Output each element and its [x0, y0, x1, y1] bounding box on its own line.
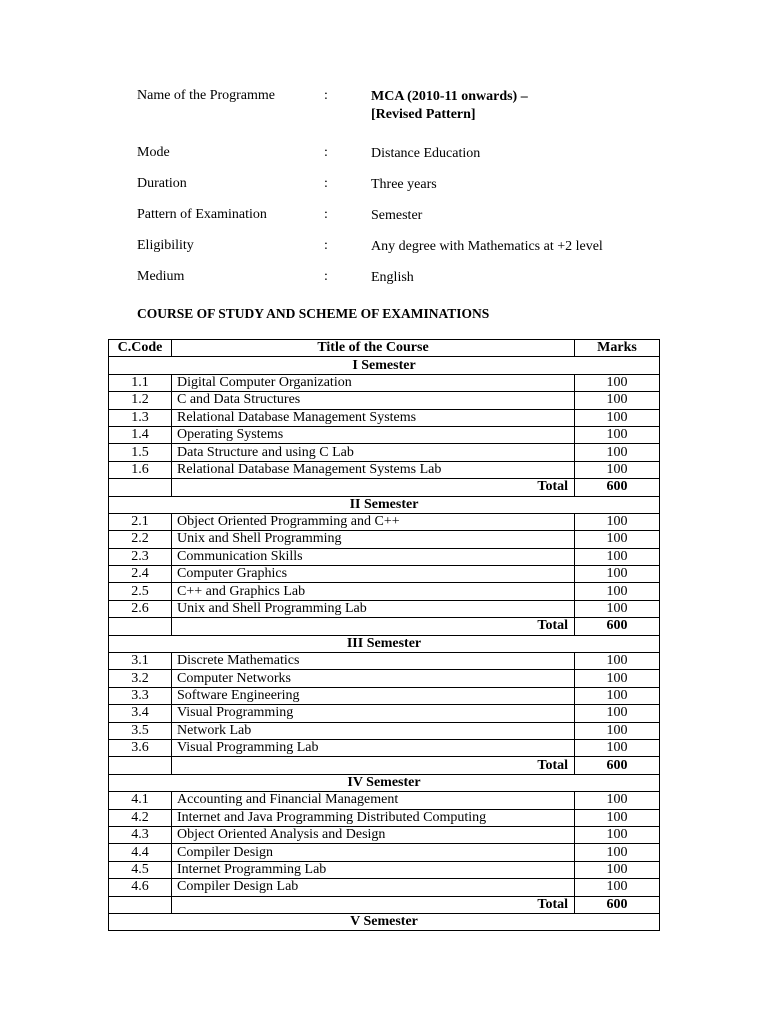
course-code: 4.1 [109, 792, 172, 809]
course-code: 4.2 [109, 809, 172, 826]
course-code: 4.3 [109, 826, 172, 843]
course-marks: 100 [575, 879, 660, 896]
course-title: Internet and Java Programming Distributed Computing [172, 809, 575, 826]
semester-row [109, 913, 660, 930]
total-empty-cell [109, 479, 172, 496]
course-marks: 100 [575, 653, 660, 670]
course-marks: 100 [575, 461, 660, 478]
course-marks: 100 [575, 513, 660, 530]
course-marks: 100 [575, 548, 660, 565]
table-row [109, 409, 660, 426]
course-title: Accounting and Financial Management [172, 792, 575, 809]
course-marks: 100 [575, 426, 660, 443]
course-code: 2.5 [109, 583, 172, 600]
table-row [109, 426, 660, 443]
course-title: Internet Programming Lab [172, 861, 575, 878]
info-label: Mode [137, 145, 170, 160]
course-code: 1.6 [109, 461, 172, 478]
course-title: Visual Programming Lab [172, 739, 575, 756]
table-row [109, 705, 660, 722]
header-code: C.Code [109, 340, 172, 357]
info-colon: : [324, 145, 328, 160]
table-row [109, 531, 660, 548]
course-title: Compiler Design [172, 844, 575, 861]
course-title: Unix and Shell Programming Lab [172, 600, 575, 617]
course-title: Unix and Shell Programming [172, 531, 575, 548]
course-title: C++ and Graphics Lab [172, 583, 575, 600]
course-marks: 100 [575, 861, 660, 878]
table-row [109, 722, 660, 739]
scheme-table [108, 339, 660, 931]
course-marks: 100 [575, 844, 660, 861]
course-code: 2.2 [109, 531, 172, 548]
course-title: C and Data Structures [172, 392, 575, 409]
course-code: 1.5 [109, 444, 172, 461]
course-marks: 100 [575, 705, 660, 722]
course-marks: 100 [575, 739, 660, 756]
semester-heading: V Semester [109, 913, 660, 930]
course-code: 3.1 [109, 653, 172, 670]
info-colon: : [324, 269, 328, 284]
header-title: Title of the Course [172, 340, 575, 357]
course-code: 1.4 [109, 426, 172, 443]
course-marks: 100 [575, 722, 660, 739]
course-title: Relational Database Management Systems [172, 409, 575, 426]
semester-heading: II Semester [109, 496, 660, 513]
course-title: Relational Database Management Systems Lab [172, 461, 575, 478]
course-marks: 100 [575, 444, 660, 461]
section-heading: COURSE OF STUDY AND SCHEME OF EXAMINATIONS [137, 306, 490, 321]
table-row [109, 861, 660, 878]
info-label: Name of the Programme [137, 88, 276, 103]
table-row [109, 739, 660, 756]
course-title: Communication Skills [172, 548, 575, 565]
course-code: 2.1 [109, 513, 172, 530]
programme-pattern: [Revised Pattern] [371, 107, 476, 122]
total-row [109, 896, 660, 913]
course-code: 3.4 [109, 705, 172, 722]
total-empty-cell [109, 896, 172, 913]
info-label: Eligibility [137, 238, 194, 253]
semester-row [109, 496, 660, 513]
course-marks: 100 [575, 583, 660, 600]
table-row [109, 653, 660, 670]
table-row [109, 583, 660, 600]
course-marks: 100 [575, 670, 660, 687]
table-row [109, 670, 660, 687]
info-value [371, 88, 528, 124]
info-colon: : [324, 207, 328, 222]
course-code: 4.6 [109, 879, 172, 896]
header-marks: Marks [575, 340, 660, 357]
course-marks: 100 [575, 792, 660, 809]
course-code: 2.3 [109, 548, 172, 565]
course-code: 3.3 [109, 687, 172, 704]
semester-heading: I Semester [109, 357, 660, 374]
course-title: Object Oriented Programming and C++ [172, 513, 575, 530]
course-marks: 100 [575, 392, 660, 409]
course-title: Computer Graphics [172, 566, 575, 583]
table-row [109, 513, 660, 530]
info-value: Any degree with Mathematics at +2 level [371, 239, 603, 254]
total-label: Total [172, 757, 575, 774]
info-value: Semester [371, 208, 423, 223]
table-header-row [109, 340, 660, 357]
info-value: Distance Education [371, 146, 481, 161]
total-row [109, 618, 660, 635]
course-marks: 100 [575, 566, 660, 583]
info-colon: : [324, 88, 328, 103]
course-marks: 100 [575, 826, 660, 843]
course-marks: 100 [575, 374, 660, 391]
course-marks: 100 [575, 600, 660, 617]
course-code: 1.1 [109, 374, 172, 391]
course-code: 3.6 [109, 739, 172, 756]
course-code: 3.2 [109, 670, 172, 687]
total-empty-cell [109, 757, 172, 774]
table-row [109, 792, 660, 809]
table-row [109, 566, 660, 583]
info-colon: : [324, 238, 328, 253]
semester-heading: IV Semester [109, 774, 660, 791]
table-row [109, 809, 660, 826]
total-label: Total [172, 896, 575, 913]
course-title: Digital Computer Organization [172, 374, 575, 391]
table-row [109, 374, 660, 391]
course-title: Object Oriented Analysis and Design [172, 826, 575, 843]
course-code: 2.4 [109, 566, 172, 583]
info-label: Pattern of Examination [137, 207, 267, 222]
info-label: Medium [137, 269, 185, 284]
table-row [109, 687, 660, 704]
info-value: English [371, 270, 414, 285]
semester-row [109, 357, 660, 374]
course-marks: 100 [575, 409, 660, 426]
table-row [109, 461, 660, 478]
course-marks: 100 [575, 531, 660, 548]
table-row [109, 826, 660, 843]
course-title: Software Engineering [172, 687, 575, 704]
course-code: 4.5 [109, 861, 172, 878]
total-marks: 600 [575, 479, 660, 496]
table-row [109, 392, 660, 409]
total-label: Total [172, 479, 575, 496]
semester-heading: III Semester [109, 635, 660, 652]
course-marks: 100 [575, 687, 660, 704]
table-row [109, 444, 660, 461]
total-empty-cell [109, 618, 172, 635]
course-title: Network Lab [172, 722, 575, 739]
course-title: Visual Programming [172, 705, 575, 722]
table-row [109, 844, 660, 861]
total-marks: 600 [575, 896, 660, 913]
course-marks: 100 [575, 809, 660, 826]
course-title: Discrete Mathematics [172, 653, 575, 670]
course-code: 2.6 [109, 600, 172, 617]
info-label: Duration [137, 176, 187, 191]
semester-row [109, 635, 660, 652]
info-colon: : [324, 176, 328, 191]
programme-name: MCA (2010-11 onwards) – [371, 89, 528, 104]
course-code: 4.4 [109, 844, 172, 861]
total-marks: 600 [575, 618, 660, 635]
total-marks: 600 [575, 757, 660, 774]
info-value: Three years [371, 177, 437, 192]
course-code: 1.3 [109, 409, 172, 426]
course-title: Compiler Design Lab [172, 879, 575, 896]
semester-row [109, 774, 660, 791]
course-code: 1.2 [109, 392, 172, 409]
course-title: Operating Systems [172, 426, 575, 443]
course-title: Computer Networks [172, 670, 575, 687]
total-label: Total [172, 618, 575, 635]
total-row [109, 479, 660, 496]
table-row [109, 548, 660, 565]
total-row [109, 757, 660, 774]
table-row [109, 600, 660, 617]
course-title: Data Structure and using C Lab [172, 444, 575, 461]
table-body [109, 357, 660, 931]
course-code: 3.5 [109, 722, 172, 739]
table-row [109, 879, 660, 896]
